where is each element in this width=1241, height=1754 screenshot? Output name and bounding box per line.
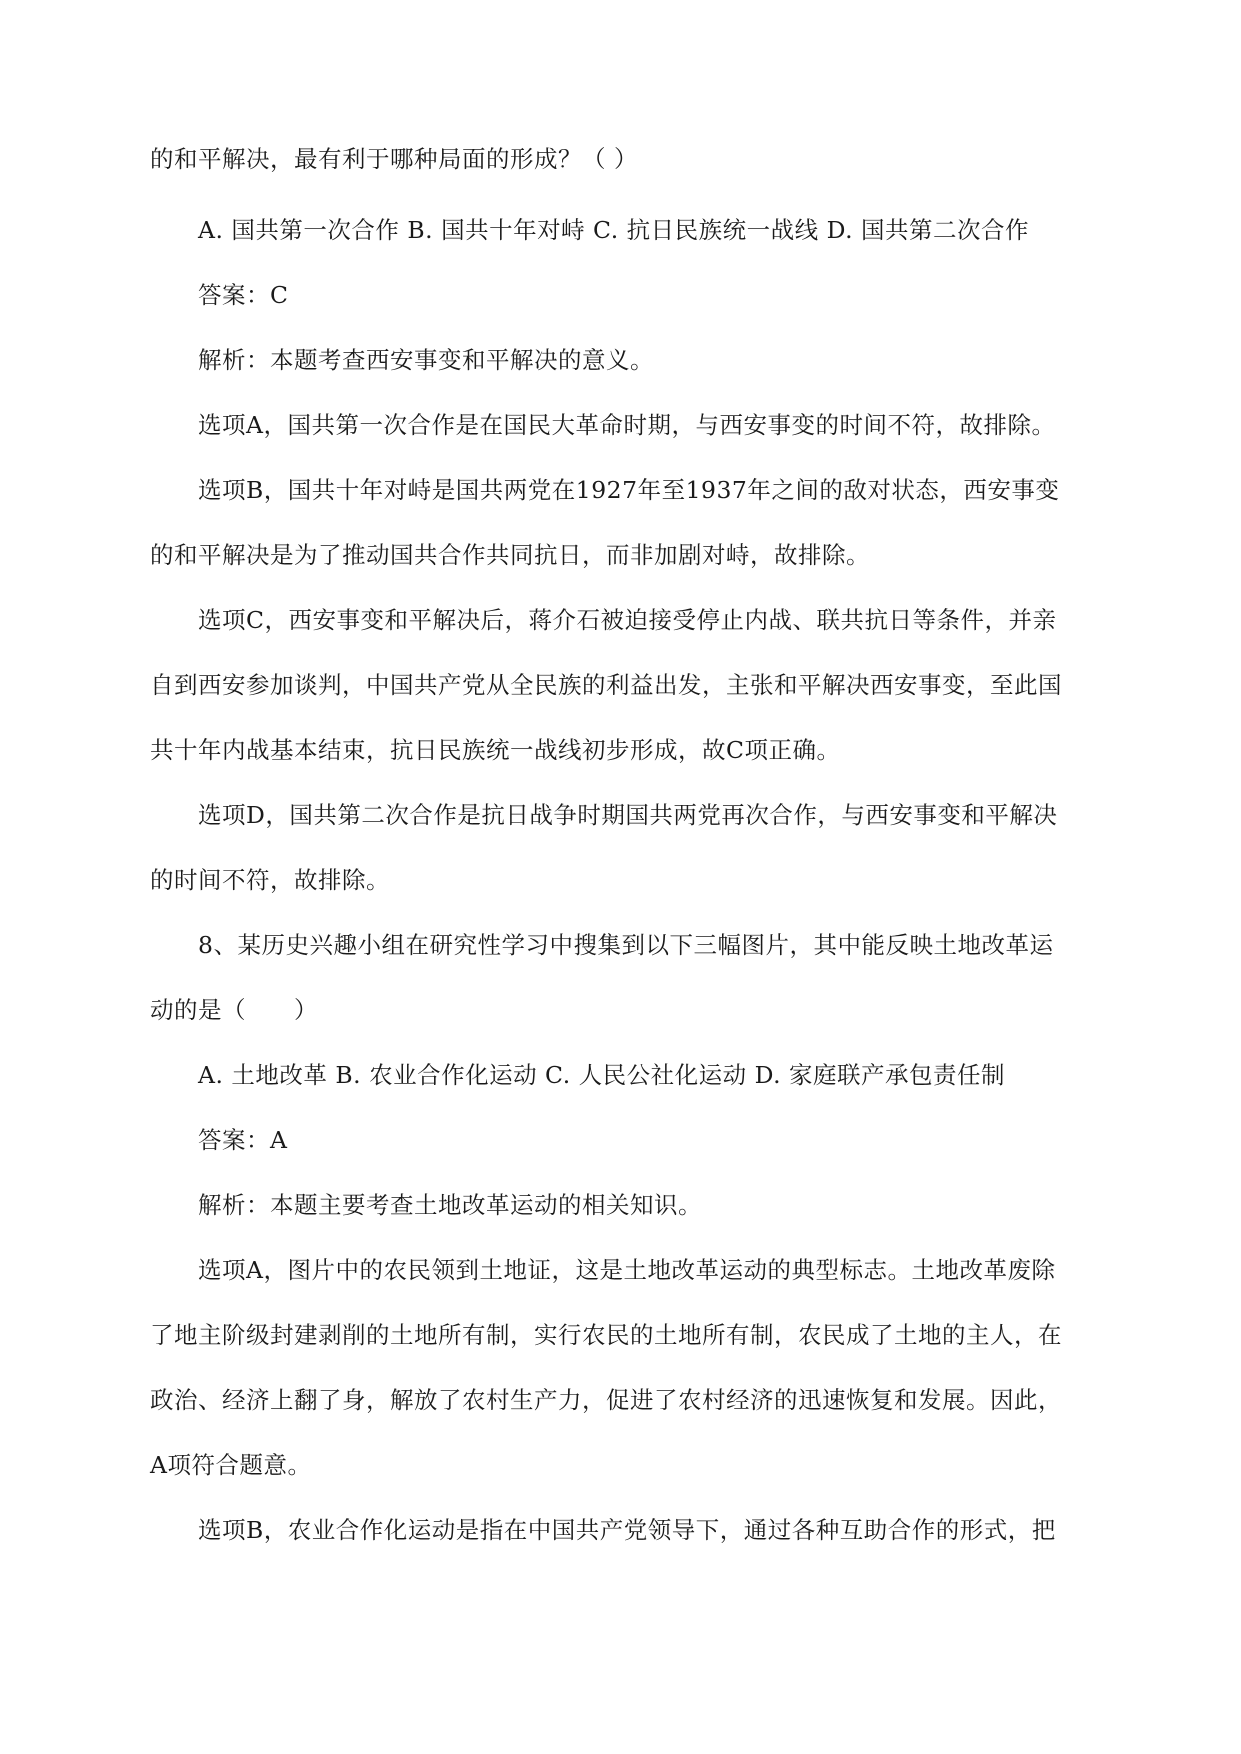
question-7-analysis-intro: 解析：本题考查西安事变和平解决的意义。: [198, 346, 654, 374]
question-7-option-c-analysis-cont-1: 自到西安参加谈判，中国共产党从全民族的利益出发，主张和平解决西安事变，至此国: [150, 671, 1062, 699]
question-8-option-a-analysis-cont-1: 了地主阶级封建剥削的土地所有制，实行农民的土地所有制，农民成了土地的主人，在: [150, 1321, 1062, 1349]
question-7-option-b-analysis-cont: 的和平解决是为了推动国共合作共同抗日，而非加剧对峙，故排除。: [150, 541, 870, 569]
question-7-option-b-analysis: 选项B，国共十年对峙是国共两党在1927年至1937年之间的敌对状态，西安事变: [198, 476, 1060, 504]
question-7-option-d-analysis: 选项D，国共第二次合作是抗日战争时期国共两党再次合作，与西安事变和平解决: [198, 801, 1058, 829]
question-7-option-d-analysis-cont: 的时间不符，故排除。: [150, 866, 390, 894]
question-7-answer: 答案：C: [198, 281, 289, 309]
question-7-option-c-analysis: 选项C，西安事变和平解决后，蒋介石被迫接受停止内战、联共抗日等条件，并亲: [198, 606, 1057, 634]
question-8-stem: 8、某历史兴趣小组在研究性学习中搜集到以下三幅图片，其中能反映土地改革运: [198, 931, 1054, 959]
question-7-option-a-analysis: 选项A，国共第一次合作是在国民大革命时期，与西安事变的时间不符，故排除。: [198, 411, 1056, 439]
question-7-stem-tail: 的和平解决，最有利于哪种局面的形成？（ ）: [150, 145, 638, 173]
question-8-option-b-analysis: 选项B，农业合作化运动是指在中国共产党领导下，通过各种互助合作的形式，把: [198, 1516, 1056, 1544]
question-8-stem-cont: 动的是（ ）: [150, 996, 318, 1024]
question-8-options: A. 土地改革 B. 农业合作化运动 C. 人民公社化运动 D. 家庭联产承包责任制: [198, 1061, 1006, 1089]
question-7-options: A. 国共第一次合作 B. 国共十年对峙 C. 抗日民族统一战线 D. 国共第二次合作: [198, 216, 1030, 244]
question-8-analysis-intro: 解析：本题主要考查土地改革运动的相关知识。: [198, 1191, 702, 1219]
question-8-option-a-analysis: 选项A，图片中的农民领到土地证，这是土地改革运动的典型标志。土地改革废除: [198, 1256, 1056, 1284]
question-8-answer: 答案：A: [198, 1126, 288, 1154]
question-8-option-a-analysis-cont-3: A项符合题意。: [150, 1451, 312, 1479]
question-7-option-c-analysis-cont-2: 共十年内战基本结束，抗日民族统一战线初步形成，故C项正确。: [150, 736, 841, 764]
question-8-option-a-analysis-cont-2: 政治、经济上翻了身，解放了农村生产力，促进了农村经济的迅速恢复和发展。因此，: [150, 1386, 1062, 1414]
